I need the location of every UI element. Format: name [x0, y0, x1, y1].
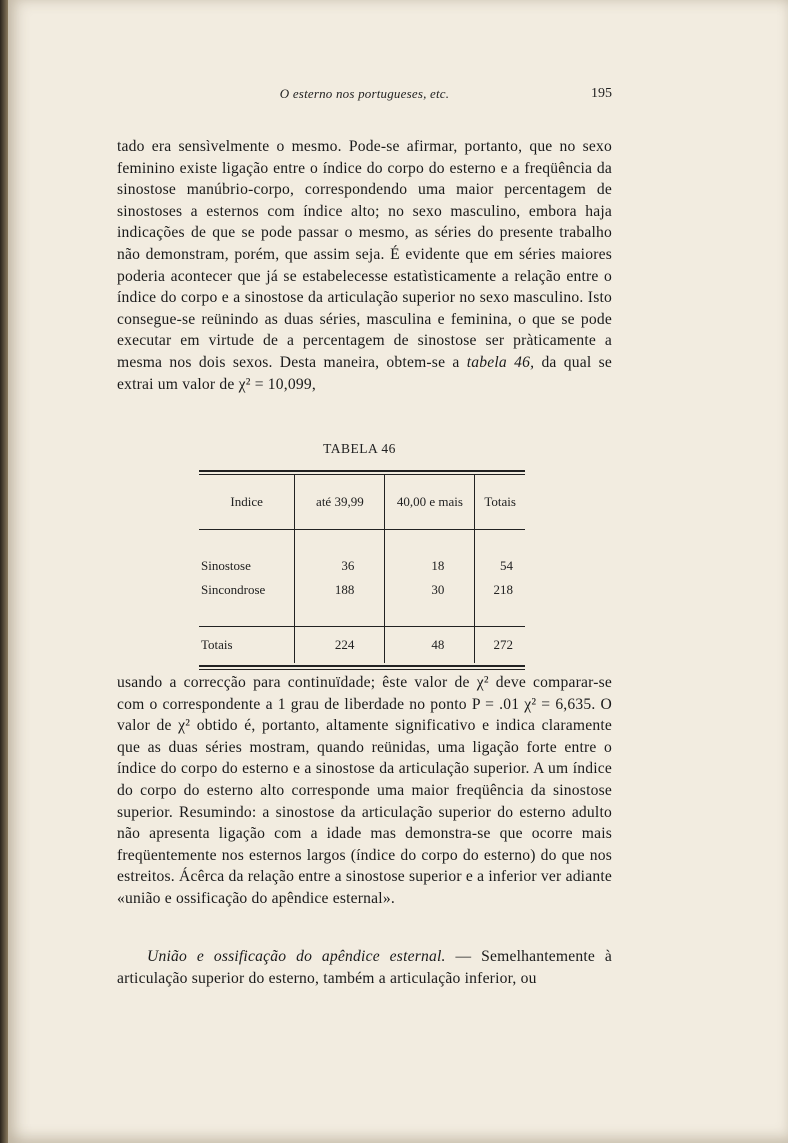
row-label-sincondrose: Sincondrose [201, 582, 266, 597]
row-label-sinostose: Sinostose [201, 558, 251, 573]
cell-value: 224 [295, 627, 385, 663]
paragraph-1-text-a: tado era sensìvelmente o mesmo. Pode-se afirmar, portanto, que no sexo feminino existe ligação entre o índice do corpo do esterno e a freqüência da sinostose manúbrio-corpo, correspondendo uma maior percentagem de sinostoses a esternos com índice alto; no sexo masculino, embora haja indicações de que se pode passar o mesmo, as séries do presente trabalho não demonstram, porém, que assim seja. É evidente que em séries maiores poderia acontecer que já se estabelecesse estatìsticamente a relação entre o índice do corpo e a sinostose da articulação superior no sexo masculino. Isto consegue-se reünindo as duas séries, masculina e feminina, o que se pode executar em virtude de a percentagem de sinostose ser pràticamente a mesma nos dois sexos. Desta maneira, obtem-se a [117, 138, 612, 371]
cell-value: 218 [475, 578, 525, 602]
table-top-rule [199, 470, 525, 472]
paragraph-2-text: usando a correcção para continuïdade; êste valor de χ² deve comparar-se com o correspondente a 1 grau de liberdade no ponto P = .01 χ² = 6,635. O valor de χ² obtido é, portanto, altamente significativo e indica claramente que as duas séries mostram, quando reünidas, uma ligação forte entre o índice do corpo do esterno e a sinostose da articulação superior. A um índice do corpo do esterno alto corresponde uma maior freqüência da sinostose superior. Resumindo: a sinostose da articulação superior do esterno adulto não apresenta ligação com a idade mas demonstra-se que ocorre mais freqüentemente nos esternos largos (índice do corpo do esterno) do que nos estreitos. Ácêrca da relação entre a sinostose superior e a inferior ver adiante «união e ossificação do apêndice esternal». [117, 674, 612, 907]
paragraph-2 [117, 672, 612, 910]
header-totais: Totais [475, 475, 525, 530]
paragraph-1-text-b: da qual se extrai um valor de [117, 353, 613, 393]
row-label-totais: Totais [201, 637, 233, 652]
cell-value: 272 [475, 627, 525, 663]
page-number: 195 [591, 86, 612, 101]
paragraph-1 [117, 136, 612, 395]
table-bottom-rule-2 [199, 669, 525, 671]
table-spacer [199, 530, 525, 554]
cell-value: 30 [385, 578, 475, 602]
header-range-high: 40,00 e mais [385, 475, 475, 530]
table-totals-row [199, 627, 525, 663]
cell-value: 54 [475, 554, 525, 578]
cell-value: 188 [295, 578, 385, 602]
binding-edge [0, 0, 8, 1143]
table-reference: tabela 46, [466, 353, 535, 371]
cell-value: 18 [385, 554, 475, 578]
running-title: O esterno nos portugueses, etc. [279, 86, 450, 101]
table-row [199, 578, 525, 602]
header-range-low: até 39,99 [295, 475, 385, 530]
table-header-row [199, 475, 525, 530]
paragraph-3-text: — Semelhantemente à articulação superior do esterno, também a articulação inferior, ou [117, 948, 612, 987]
page-header [117, 86, 612, 106]
table-spacer [199, 602, 525, 627]
data-table [199, 470, 525, 670]
table-bottom-rule [199, 665, 525, 667]
chi-square-value: χ² = 10,099, [238, 375, 316, 393]
section-heading: União e ossificação do apêndice esternal. [147, 948, 446, 965]
table-caption: TABELA 46 [323, 441, 396, 456]
table-row [199, 554, 525, 578]
cell-value: 48 [385, 627, 475, 663]
header-indice: Indice [230, 494, 263, 509]
paragraph-3 [117, 946, 612, 989]
cell-value: 36 [295, 554, 385, 578]
